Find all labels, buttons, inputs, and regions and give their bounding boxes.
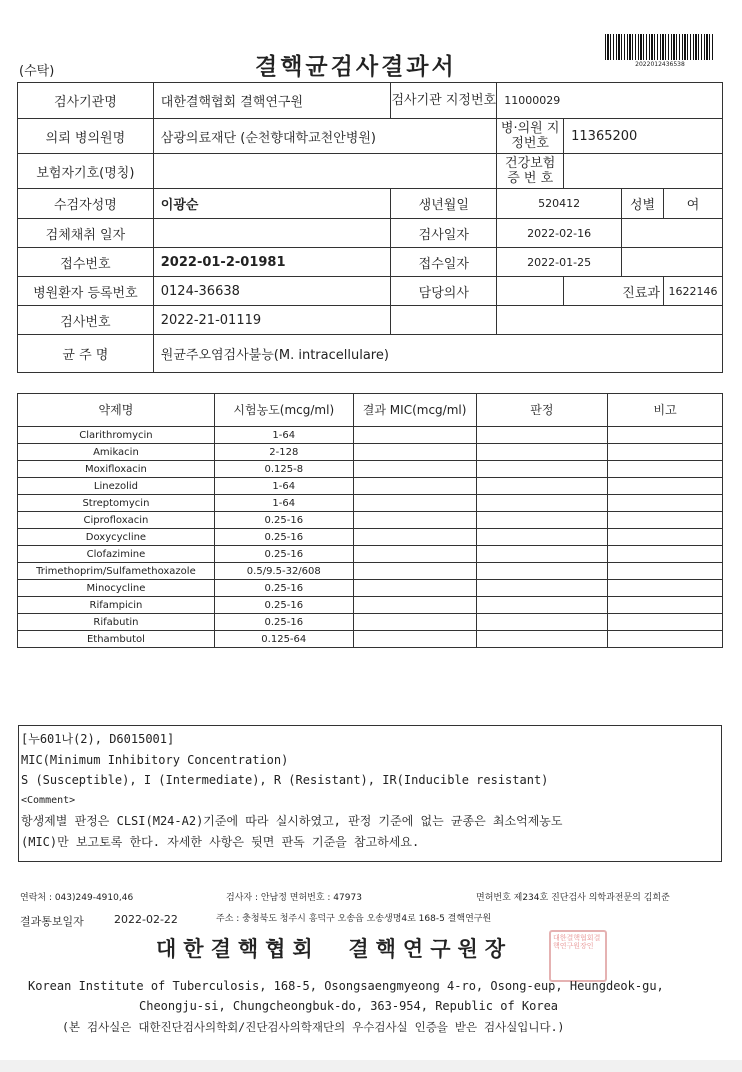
- test-range: 0.5/9.5-32/608: [214, 563, 353, 580]
- notes-comment-2: (MIC)만 보고토록 한다. 자세한 사항은 뒷면 판독 기준을 참고하세요.: [21, 834, 420, 849]
- header-judgement: 판정: [476, 394, 608, 427]
- mic-result: [353, 614, 476, 631]
- judgement: [476, 427, 608, 444]
- comment-box: [18, 725, 722, 862]
- mic-result: [353, 529, 476, 546]
- collect-label: 검체채취 일자: [18, 219, 154, 248]
- remark: [608, 444, 723, 461]
- address: 주소 : 충청북도 청주시 흥덕구 오송읍 오송생명4로 168-5 결핵연구원: [216, 914, 492, 924]
- remark: [608, 546, 723, 563]
- drug-name: Ethambutol: [18, 631, 215, 648]
- reg-label: 병원환자 등록번호: [18, 277, 154, 306]
- recv-no-label: 접수번호: [18, 248, 154, 277]
- judgement: [476, 597, 608, 614]
- remark: [608, 563, 723, 580]
- req-value: 삼광의료재단 (순천향대학교천안병원): [153, 119, 496, 154]
- remark: [608, 461, 723, 478]
- judgement: [476, 512, 608, 529]
- table-row: [18, 427, 723, 444]
- document-title: 결핵균검사결과서: [255, 54, 457, 80]
- judgement: [476, 495, 608, 512]
- mic-result: [353, 597, 476, 614]
- drug-name: Clofazimine: [18, 546, 215, 563]
- drug-name: Trimethoprim/Sulfamethoxazole: [18, 563, 215, 580]
- remark: [608, 597, 723, 614]
- doctor-value: [497, 277, 564, 306]
- judgement: [476, 580, 608, 597]
- remark: [608, 580, 723, 597]
- mic-result: [353, 461, 476, 478]
- mic-result: [353, 563, 476, 580]
- table-row: [18, 444, 723, 461]
- official-seal: 대한결핵협회결핵연구원장인: [549, 930, 607, 982]
- certification-note: (본 검사실은 대한진단검사의학회/진단검사의학재단의 우수검사실 인증을 받은 검사실입니다.): [62, 1020, 565, 1034]
- test-date-label: 검사일자: [391, 219, 497, 248]
- remark: [608, 631, 723, 648]
- patient-info-table: [17, 82, 723, 373]
- drug-name: Rifampicin: [18, 597, 215, 614]
- license-info: 면허번호 제234호 진단검사 의학과전문의 김희준: [476, 893, 670, 903]
- judgement: [476, 461, 608, 478]
- remark: [608, 512, 723, 529]
- header-range: 시험농도(mcg/ml): [214, 394, 353, 427]
- hi-value: [564, 154, 723, 189]
- table-row: [18, 495, 723, 512]
- drug-name: Ciprofloxacin: [18, 512, 215, 529]
- patient-name: 이광순: [153, 189, 391, 219]
- barcode-bars: [605, 34, 715, 60]
- drug-name: Linezolid: [18, 478, 215, 495]
- mic-table: [17, 393, 723, 648]
- drug-name: Minocycline: [18, 580, 215, 597]
- test-range: 0.125-8: [214, 461, 353, 478]
- patient-label: 수검자성명: [18, 189, 154, 219]
- empty-cell: [622, 248, 723, 277]
- notes-comment-heading: <Comment>: [21, 794, 76, 806]
- drug-name: Moxifloxacin: [18, 461, 215, 478]
- remark: [608, 529, 723, 546]
- insured-label: 보험자기호(명칭): [18, 154, 154, 189]
- header-drug: 약제명: [18, 394, 215, 427]
- species-label: 균 주 명: [18, 335, 154, 373]
- test-date-value: 2022-02-16: [497, 219, 622, 248]
- sex-value: 여: [663, 189, 722, 219]
- report-date: 2022-02-22: [114, 913, 178, 926]
- test-range: 0.25-16: [214, 580, 353, 597]
- recv-date-value: 2022-01-25: [497, 248, 622, 277]
- table-row: [18, 597, 723, 614]
- sex-label: 성별: [622, 189, 664, 219]
- mic-result: [353, 444, 476, 461]
- remark: [608, 478, 723, 495]
- notes-comment-1: 항생제별 판정은 CLSI(M24-A2)기준에 따라 실시하였고, 판정 기준에 없는 균종은 최소억제농도: [21, 814, 563, 829]
- entrust-label: (수탁): [19, 64, 55, 79]
- req-no-value: 11365200: [564, 119, 723, 154]
- barcode: [605, 34, 715, 68]
- species-value: 원균주오염검사불능(M. intracellulare): [153, 335, 722, 373]
- mic-table-header: [18, 394, 723, 427]
- exam-no-label: 검사번호: [18, 306, 154, 335]
- judgement: [476, 529, 608, 546]
- mic-result: [353, 427, 476, 444]
- table-row: [18, 461, 723, 478]
- mic-result: [353, 512, 476, 529]
- req-label: 의뢰 병의원명: [18, 119, 154, 154]
- test-range: 0.25-16: [214, 614, 353, 631]
- judgement: [476, 631, 608, 648]
- inst-no-label: 검사기관 지정번호: [391, 83, 497, 119]
- remark: [608, 614, 723, 631]
- remark: [608, 427, 723, 444]
- table-row: [18, 580, 723, 597]
- test-range: 1-64: [214, 478, 353, 495]
- judgement: [476, 444, 608, 461]
- drug-name: Clarithromycin: [18, 427, 215, 444]
- test-range: 0.125-64: [214, 631, 353, 648]
- inst-label: 검사기관명: [18, 83, 154, 119]
- english-address-1: Korean Institute of Tuberculosis, 168-5, Osongsaengmyeong 4-ro, Osong-eup, Heungdeok-gu,: [28, 979, 664, 993]
- table-row: [18, 614, 723, 631]
- hi-label: 건강보험 증 번 호: [497, 154, 564, 189]
- table-row: [18, 529, 723, 546]
- reg-value: 0124-36638: [153, 277, 391, 306]
- judgement: [476, 614, 608, 631]
- collect-value: [153, 219, 391, 248]
- test-range: 0.25-16: [214, 512, 353, 529]
- mic-result: [353, 495, 476, 512]
- mic-result: [353, 631, 476, 648]
- dept-label: 진료과: [564, 277, 664, 306]
- recv-date-label: 접수일자: [391, 248, 497, 277]
- recv-no-value: 2022-01-2-01981: [153, 248, 391, 277]
- inst-no-value: 11000029: [497, 83, 723, 119]
- insured-value: [153, 154, 496, 189]
- table-row: [18, 563, 723, 580]
- contact-info: 연락처 : 043)249-4910,46: [20, 893, 134, 903]
- mic-result: [353, 546, 476, 563]
- test-range: 0.25-16: [214, 546, 353, 563]
- drug-name: Rifabutin: [18, 614, 215, 631]
- req-no-label: 병·의원 지정번호: [497, 119, 564, 154]
- birth-value: 520412: [497, 189, 622, 219]
- judgement: [476, 563, 608, 580]
- judgement: [476, 546, 608, 563]
- drug-name: Streptomycin: [18, 495, 215, 512]
- institute-head: 대한결핵협회 결핵연구원장: [156, 937, 513, 961]
- table-row: [18, 546, 723, 563]
- exam-no-value: 2022-21-01119: [153, 306, 391, 335]
- notes-code: [누601나(2), D6015001]: [21, 732, 175, 746]
- empty-cell: [497, 306, 723, 335]
- birth-label: 생년월일: [391, 189, 497, 219]
- remark: [608, 495, 723, 512]
- test-range: 1-64: [214, 495, 353, 512]
- header-result: 결과 MIC(mcg/ml): [353, 394, 476, 427]
- notes-mic: MIC(Minimum Inhibitory Concentration): [21, 752, 289, 767]
- english-address-2: Cheongju-si, Chungcheongbuk-do, 363-954, Republic of Korea: [139, 999, 559, 1013]
- examiner-info: 검사자 : 안남정 면허번호 : 47973: [226, 893, 362, 903]
- test-range: 0.25-16: [214, 597, 353, 614]
- mic-result: [353, 580, 476, 597]
- header-remark: 비고: [608, 394, 723, 427]
- test-range: 2-128: [214, 444, 353, 461]
- table-row: [18, 512, 723, 529]
- barcode-number: 2022012436538: [635, 61, 685, 68]
- doctor-label: 담당의사: [391, 277, 497, 306]
- notes-legend: S (Susceptible), I (Intermediate), R (Resistant), IR(Inducible resistant): [21, 773, 549, 788]
- test-range: 0.25-16: [214, 529, 353, 546]
- inst-value: 대한결핵협회 결핵연구원: [153, 83, 391, 119]
- drug-name: Doxycycline: [18, 529, 215, 546]
- judgement: [476, 478, 608, 495]
- report-date-label: 결과통보일자: [20, 915, 84, 928]
- table-row: [18, 478, 723, 495]
- drug-name: Amikacin: [18, 444, 215, 461]
- table-row: [18, 631, 723, 648]
- dept-value: 1622146: [663, 277, 722, 306]
- test-range: 1-64: [214, 427, 353, 444]
- empty-cell: [622, 219, 723, 248]
- mic-result: [353, 478, 476, 495]
- empty-cell: [391, 306, 497, 335]
